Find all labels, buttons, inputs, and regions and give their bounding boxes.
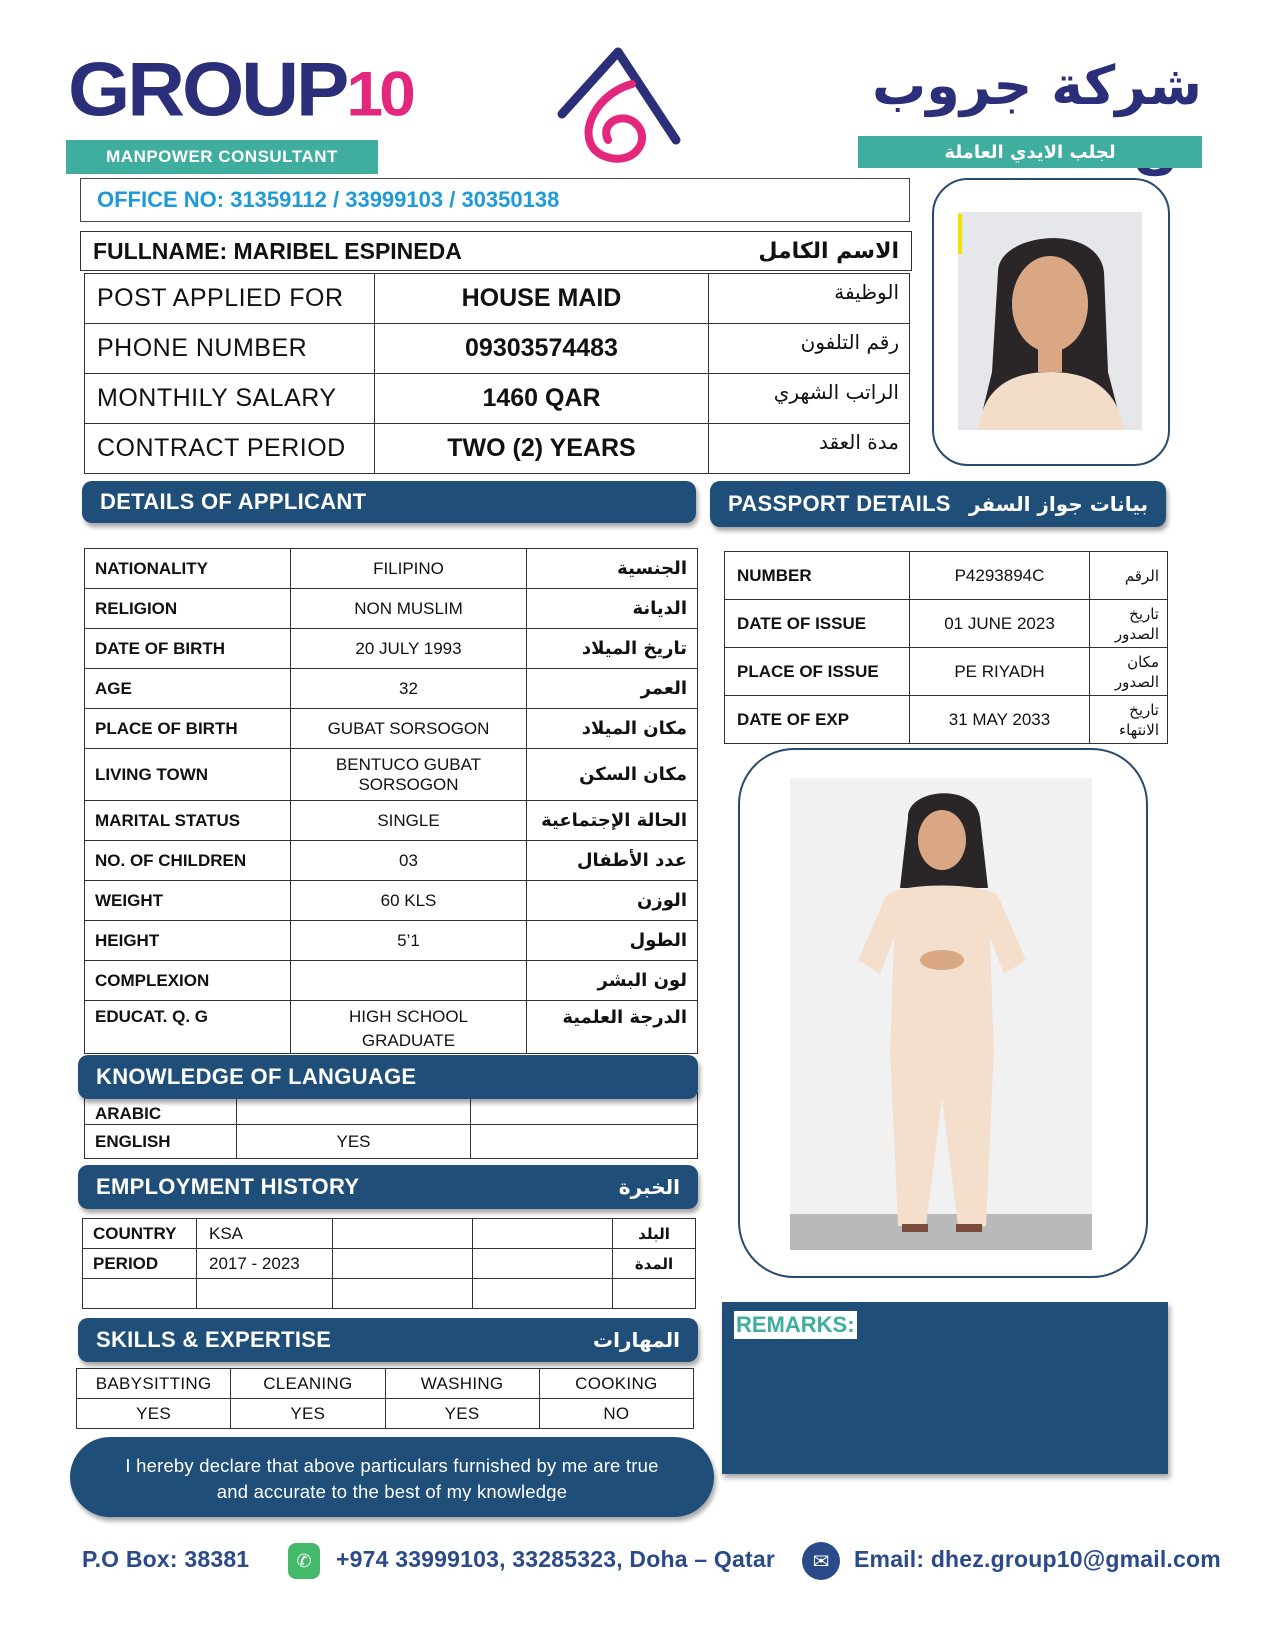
passport-ar [1090, 600, 1168, 648]
detail-value-line1: HIGH SCHOOL [348, 1007, 469, 1026]
detail-label: AGE [85, 669, 291, 709]
passport-ar-line2: الصدور [1114, 624, 1159, 643]
top-info-label: CONTRACT PERIOD [85, 424, 375, 474]
skills-section-title: SKILLS & EXPERTISE [96, 1327, 332, 1352]
top-info-ar: الوظيفة [709, 274, 910, 324]
language-value: YES [237, 1125, 471, 1159]
employment-section-header [78, 1165, 698, 1209]
detail-label: LIVING TOWN [85, 749, 291, 801]
passport-section-header [710, 481, 1166, 527]
language-section-title: KNOWLEDGE OF LANGUAGE [96, 1064, 417, 1089]
skill-value: YES [231, 1399, 385, 1429]
skill-value: YES [77, 1399, 231, 1429]
table-row [85, 801, 698, 841]
skills-table [76, 1368, 694, 1429]
detail-label: NATIONALITY [85, 549, 291, 589]
skill-header: COOKING [539, 1369, 693, 1399]
passport-ar-line2: الانتهاء [1119, 720, 1159, 739]
top-info-ar: الراتب الشهري [709, 374, 910, 424]
table-row [85, 629, 698, 669]
passport-section-title: PASSPORT DETAILS [728, 491, 951, 516]
top-info-label: POST APPLIED FOR [85, 274, 375, 324]
employment-value: KSA [197, 1219, 333, 1249]
top-info-ar: مدة العقد [709, 424, 910, 474]
language-section-header [78, 1055, 698, 1099]
table-row [85, 549, 698, 589]
detail-ar: مكان السكن [527, 749, 698, 801]
detail-label: EDUCAT. Q. G [85, 1001, 291, 1054]
table-row [83, 1249, 696, 1279]
detail-value [291, 961, 527, 1001]
detail-value: 20 JULY 1993 [291, 629, 527, 669]
detail-ar: عدد الأطفال [527, 841, 698, 881]
employment-table [82, 1218, 696, 1309]
employment-label: COUNTRY [83, 1219, 197, 1249]
passport-section-title-ar: بيانات جواز السفر [968, 492, 1148, 516]
detail-label: NO. OF CHILDREN [85, 841, 291, 881]
table-row [85, 1001, 698, 1054]
detail-value [291, 1001, 527, 1054]
table-row [83, 1279, 696, 1309]
passport-ar-line2: الصدور [1114, 672, 1159, 691]
center-house-logo-icon [550, 44, 690, 172]
passport-ar-line1: مكان [1127, 652, 1159, 671]
skill-header: WASHING [385, 1369, 539, 1399]
employment-value: 2017 - 2023 [197, 1249, 333, 1279]
top-info-value: TWO (2) YEARS [375, 424, 709, 474]
table-row [85, 749, 698, 801]
table-row [85, 709, 698, 749]
details-section-title: DETAILS OF APPLICANT [100, 489, 367, 514]
employment-empty-cell [333, 1219, 473, 1249]
passport-label: DATE OF EXP [725, 696, 910, 744]
passport-label: NUMBER [725, 552, 910, 600]
top-info-row [85, 424, 910, 474]
detail-value: NON MUSLIM [291, 589, 527, 629]
table-row [85, 589, 698, 629]
detail-value: FILIPINO [291, 549, 527, 589]
detail-ar: الدرجة العلمية [527, 1001, 698, 1054]
remarks-label: REMARKS: [736, 1312, 855, 1337]
passport-value: P4293894C [910, 552, 1090, 600]
detail-ar: لون البشر [527, 961, 698, 1001]
passport-label: PLACE OF ISSUE [725, 648, 910, 696]
language-label: ENGLISH [85, 1125, 237, 1159]
detail-value: 32 [291, 669, 527, 709]
top-info-row [85, 274, 910, 324]
passport-details-table [724, 551, 1168, 744]
company-logo-arabic: شركة جروب [872, 54, 1202, 117]
email-icon: ✉ [802, 1542, 840, 1580]
employment-label: PERIOD [83, 1249, 197, 1279]
detail-label: HEIGHT [85, 921, 291, 961]
passport-value: PE RIYADH [910, 648, 1090, 696]
office-numbers: OFFICE NO: 31359112 / 33999103 / 30350138 [80, 178, 910, 222]
footer-email[interactable]: Email: dhez.group10@gmail.com [854, 1546, 1221, 1572]
detail-value-line2: SORSOGON [358, 774, 459, 794]
top-info-value: HOUSE MAID [375, 274, 709, 324]
fullname-ar-label: الاسم الكامل [758, 238, 899, 264]
detail-value: 60 KLS [291, 881, 527, 921]
detail-ar: الحالة الإجتماعية [527, 801, 698, 841]
skill-header: CLEANING [231, 1369, 385, 1399]
logo-en-main: GROUP [68, 47, 347, 132]
table-row [85, 881, 698, 921]
detail-ar: الديانة [527, 589, 698, 629]
language-extra [471, 1125, 698, 1159]
employment-empty-cell [473, 1249, 613, 1279]
table-row [83, 1219, 696, 1249]
language-label: ARABIC [85, 1093, 237, 1125]
language-table [84, 1092, 698, 1159]
top-info-value: 1460 QAR [375, 374, 709, 424]
detail-ar: الجنسية [527, 549, 698, 589]
details-section-header [82, 481, 696, 523]
table-row [85, 961, 698, 1001]
detail-label: RELIGION [85, 589, 291, 629]
employment-empty-cell [333, 1249, 473, 1279]
portrait-person-icon [958, 212, 1142, 430]
detail-ar: مكان الميلاد [527, 709, 698, 749]
top-info-label: MONTHILY SALARY [85, 374, 375, 424]
passport-ar-line1: تاريخ [1129, 700, 1159, 719]
skill-header: BABYSITTING [77, 1369, 231, 1399]
detail-ar: الطول [527, 921, 698, 961]
top-info-table [84, 273, 910, 474]
detail-value: 03 [291, 841, 527, 881]
top-info-label: PHONE NUMBER [85, 324, 375, 374]
passport-ar [1090, 696, 1168, 744]
passport-ar-line1: تاريخ [1129, 604, 1159, 623]
detail-label: COMPLEXION [85, 961, 291, 1001]
detail-ar: تاريخ الميلاد [527, 629, 698, 669]
skill-value: NO [539, 1399, 693, 1429]
logo-en-number: 10 [346, 58, 412, 129]
table-row [725, 648, 1168, 696]
declaration-box [70, 1437, 714, 1517]
passport-value: 01 JUNE 2023 [910, 600, 1090, 648]
table-row [85, 669, 698, 709]
detail-value: SINGLE [291, 801, 527, 841]
footer-phone: +974 33999103, 33285323, Doha – Qatar [336, 1546, 775, 1572]
employment-empty-cell [333, 1279, 473, 1309]
table-row [85, 1125, 698, 1159]
skills-header-row [77, 1369, 694, 1399]
employment-empty-cell [83, 1279, 197, 1309]
top-info-row [85, 324, 910, 374]
full-body-person-icon [790, 778, 1092, 1250]
skills-section-header [78, 1318, 698, 1362]
whatsapp-icon: ✆ [288, 1543, 320, 1579]
table-row [85, 921, 698, 961]
full-body-photo [790, 778, 1092, 1250]
detail-label: MARITAL STATUS [85, 801, 291, 841]
detail-value-line2: GRADUATE [361, 1031, 456, 1050]
table-row [85, 841, 698, 881]
logo-en-tagline: MANPOWER CONSULTANT [66, 140, 378, 174]
passport-ar [1090, 648, 1168, 696]
company-logo-english [68, 47, 412, 132]
employment-empty-cell [197, 1279, 333, 1309]
passport-ar: الرقم [1090, 552, 1168, 600]
detail-label: WEIGHT [85, 881, 291, 921]
skills-value-row [77, 1399, 694, 1429]
detail-value-line1: BENTUCO GUBAT [335, 754, 482, 774]
employment-empty-cell [613, 1279, 696, 1309]
footer-po-box: P.O Box: 38381 [82, 1546, 250, 1572]
top-info-ar: رقم التلفون [709, 324, 910, 374]
detail-ar: الوزن [527, 881, 698, 921]
skills-section-title-ar: المهارات [593, 1328, 680, 1352]
portrait-photo [958, 212, 1142, 430]
table-row [725, 696, 1168, 744]
applicant-details-table [84, 548, 698, 1054]
detail-value: 5’1 [291, 921, 527, 961]
table-row [725, 552, 1168, 600]
logo-ar-tagline: لجلب الايدي العاملة [858, 136, 1202, 168]
employment-section-title-ar: الخبرة [618, 1175, 680, 1199]
detail-ar: العمر [527, 669, 698, 709]
passport-value: 31 MAY 2033 [910, 696, 1090, 744]
employment-empty-cell [473, 1279, 613, 1309]
employment-section-title: EMPLOYMENT HISTORY [96, 1174, 360, 1199]
employment-empty-cell [473, 1219, 613, 1249]
employment-ar: البلد [613, 1219, 696, 1249]
table-row [725, 600, 1168, 648]
top-info-row [85, 374, 910, 424]
detail-value: GUBAT SORSOGON [291, 709, 527, 749]
skill-value: YES [385, 1399, 539, 1429]
detail-label: PLACE OF BIRTH [85, 709, 291, 749]
detail-value [291, 749, 527, 801]
declaration-text: I hereby declare that above particulars furnished by me are true and accurate to the best of my knowledge [125, 1455, 659, 1501]
fullname-value: FULLNAME: MARIBEL ESPINEDA [93, 237, 462, 264]
fullname-row [80, 231, 912, 271]
detail-label: DATE OF BIRTH [85, 629, 291, 669]
employment-ar: المدة [613, 1249, 696, 1279]
passport-label: DATE OF ISSUE [725, 600, 910, 648]
top-info-value: 09303574483 [375, 324, 709, 374]
